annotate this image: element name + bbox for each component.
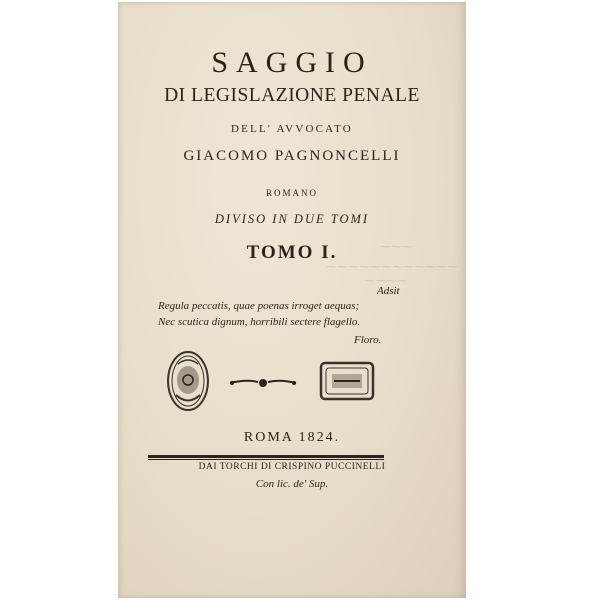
show-through-text: ⁓⁓⁓⁓⁓⁓⁓⁓⁓⁓⁓⁓ [326, 261, 458, 273]
epigraph-line-1: Regula peccatis, quae poenas irroget aequas; [158, 300, 360, 312]
rectangular-library-stamp [318, 360, 376, 402]
author-prefix: DELL' AVVOCATO [231, 123, 353, 135]
division-note: DIVISO IN DUE TOMI [214, 212, 370, 226]
thin-rule [148, 459, 384, 460]
thick-rule [148, 455, 384, 458]
show-through-text: ⁓⁓⁓ [380, 241, 413, 253]
epigraph-adsit: Adsit [377, 285, 400, 297]
show-through-text: ⁓⁓⁓⁓ [364, 275, 408, 287]
printers-ornament [228, 376, 298, 390]
imprint-license: Con lic. de' Sup. [255, 478, 329, 490]
volume-label: TOMO I. [246, 242, 338, 263]
imprint-printer: DAI TORCHI DI CRISPINO PUCCINELLI [198, 462, 386, 472]
book-title: SAGGIO [211, 46, 373, 79]
oval-library-stamp [166, 350, 210, 412]
book-subtitle: DI LEGISLAZIONE PENALE [164, 85, 420, 106]
author-origin: ROMANO [265, 188, 318, 198]
epigraph-attribution: Floro. [354, 334, 382, 346]
imprint-city-year: ROMA 1824. [243, 430, 341, 445]
epigraph-line-2: Nec scutica dignum, horribili sectere flagello. [158, 316, 361, 328]
author-name: GIACOMO PAGNONCELLI [183, 148, 401, 164]
title-page [118, 2, 466, 598]
